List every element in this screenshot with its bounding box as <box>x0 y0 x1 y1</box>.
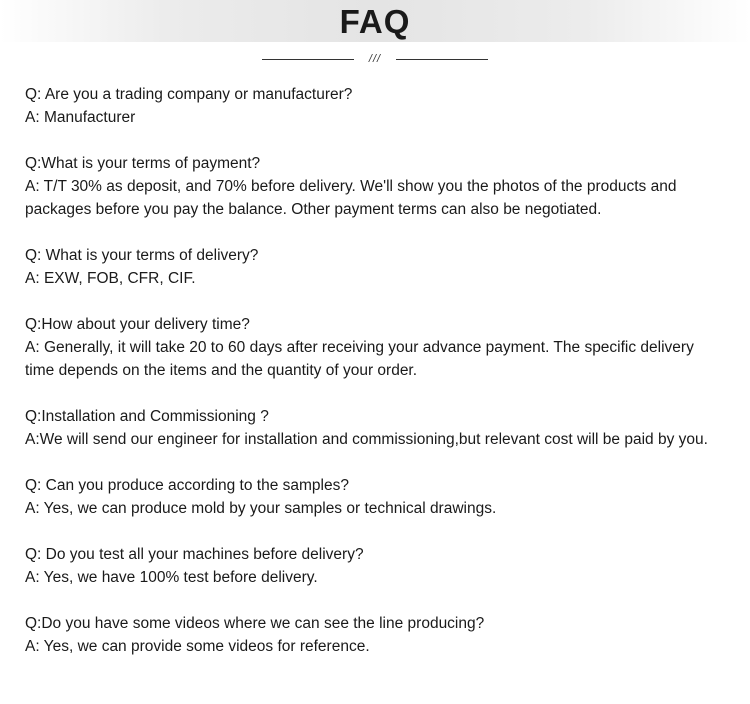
faq-answer: A: EXW, FOB, CFR, CIF. <box>25 270 196 287</box>
faq-question: Q:How about your delivery time? <box>25 316 250 333</box>
divider-mark: /// <box>368 53 382 65</box>
faq-question: Q: Do you test all your machines before delivery? <box>25 546 364 563</box>
faq-question: Q:What is your terms of payment? <box>25 155 261 172</box>
faq-answer: A: Manufacturer <box>25 109 136 126</box>
title-divider <box>0 52 750 66</box>
faq-question: Q: Can you produce according to the samples? <box>25 477 349 494</box>
faq-answer: A:We will send our engineer for installation and commissioning,but relevant cost will be paid by you. <box>25 431 708 448</box>
faq-question: Q:Installation and Commissioning ? <box>25 408 269 425</box>
faq-item <box>25 244 725 290</box>
divider-line-right <box>396 59 488 60</box>
page-title: FAQ <box>339 3 411 40</box>
divider-line-left <box>262 59 354 60</box>
faq-item <box>25 83 725 129</box>
faq-item <box>25 612 725 658</box>
faq-answer: A: Generally, it will take 20 to 60 days after receiving your advance payment. The specific delivery time depends on the items and the quantity of your order. <box>25 339 694 379</box>
faq-answer: A: T/T 30% as deposit, and 70% before delivery. We'll show you the photos of the products and packages before you pay the balance. Other payment terms can also be negotiated. <box>25 178 677 218</box>
faq-answer: A: Yes, we have 100% test before delivery. <box>25 569 318 586</box>
header-band <box>0 0 750 42</box>
faq-item <box>25 152 725 221</box>
faq-answer: A: Yes, we can provide some videos for reference. <box>25 638 370 655</box>
faq-answer: A: Yes, we can produce mold by your samples or technical drawings. <box>25 500 497 517</box>
faq-item <box>25 313 725 382</box>
faq-list <box>25 83 725 681</box>
faq-question: Q:Do you have some videos where we can see the line producing? <box>25 615 485 632</box>
faq-question: Q: Are you a trading company or manufacturer? <box>25 86 353 103</box>
faq-item <box>25 543 725 589</box>
faq-question: Q: What is your terms of delivery? <box>25 247 259 264</box>
faq-item <box>25 474 725 520</box>
faq-item <box>25 405 725 451</box>
